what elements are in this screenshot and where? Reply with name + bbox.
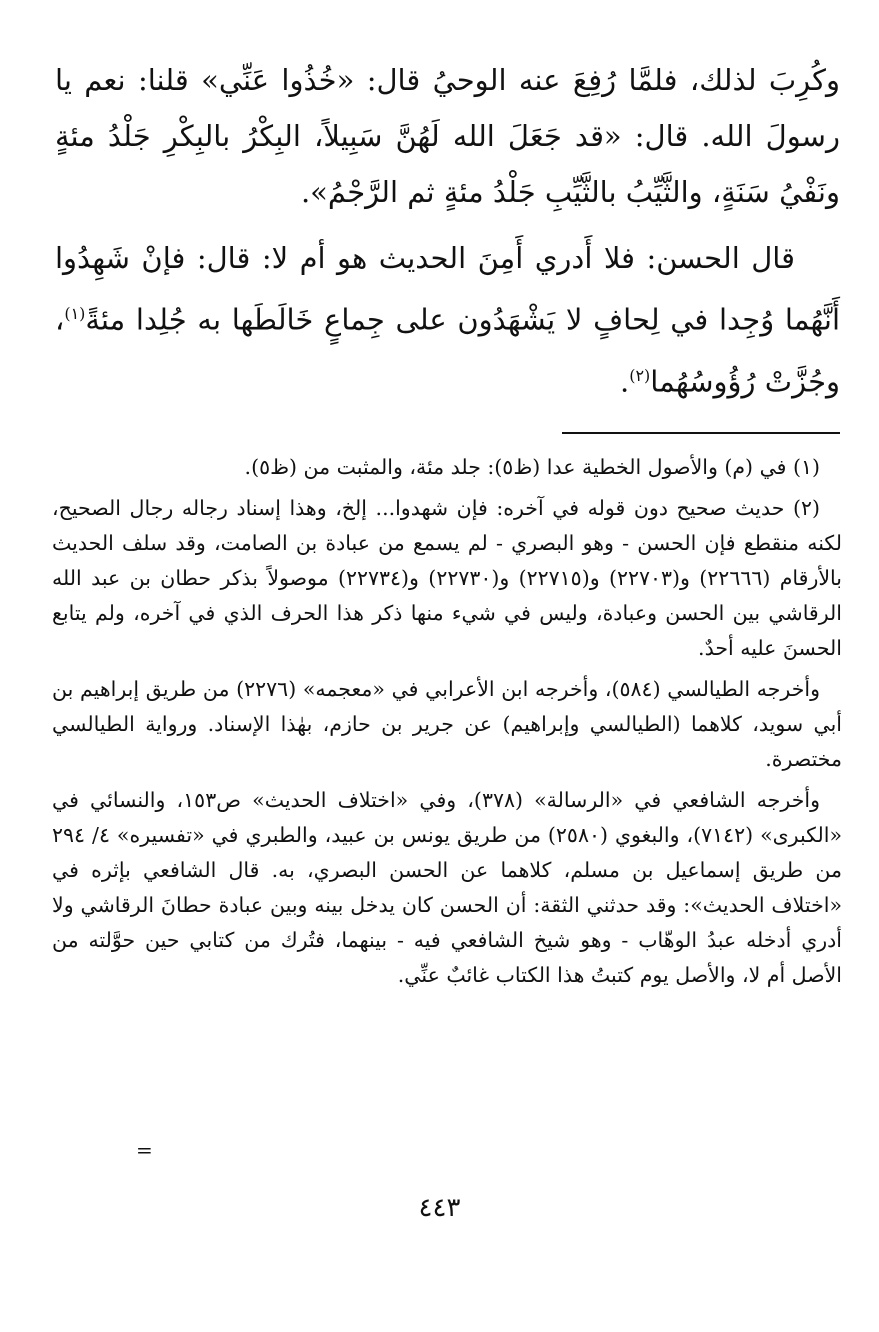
footnote-divider <box>562 432 840 434</box>
continuation-mark: = <box>136 1138 153 1162</box>
page-number: ٤٤٣ <box>418 1193 461 1223</box>
footnote-ref-2: (٢) <box>629 365 651 385</box>
main-paragraph-2 <box>55 230 840 409</box>
main-paragraph-2-mid: ، وجُزَّتْ رُؤُوسُهُما <box>55 302 840 399</box>
footnote-1: (١) في (م) والأصول الخطية عدا (ظ٥): جلد مئة، والمثبت من (ظ٥). <box>244 455 820 479</box>
footnote-4: وأخرجه الشافعي في «الرسالة» (٣٧٨)، وفي «اختلاف الحديث» ص١٥٣، والنسائي في «الكبرى» (٧١٤٢)، والبغوي (٢٥٨٠) من طريق يونس بن عبيد، والطبري في «تفسيره» ٤/ ٢٩٤ من طريق إسماعيل بن مسلم، كلاهما عن الحسن البصري، به. قال الشافعي بإثره في «اختلاف الحديث»: وقد حدثني الثقة: أن الحسن كان يدخل بينه وبين عبادة حطانَ الرقاشي ولا أدري أدخله عبدُ الوهّاب - وهو شيخ الشافعي فيه - بينهما، فتُرك من كتابي حين حوَّلته من الأصل أم لا، والأصل يوم كتبتُ هذا الكتاب غائبٌ عنِّي. <box>52 788 842 987</box>
main-paragraph-2-end: . <box>620 364 630 399</box>
main-text <box>55 52 840 409</box>
footnote-2: (٢) حديث صحيح دون قوله في آخره: فإن شهدوا... إلخ، وهذا إسناد رجاله رجال الصحيح، لكنه منقطع فإن الحسن - وهو البصري - لم يسمع من عبادة بن الصامت، وقد سلف الحديث بالأرقام (٢٢٦٦٦) و(٢٢٧٠٣) و(٢٢٧١٥) و(٢٢٧٣٠) و(٢٢٧٣٤) موصولاً بذكر حطان بن عبد الله الرقاشي بين الحسن وعبادة، وليس في شيء منها ذكر هذا الحرف الذي في آخره، ولم يتابع الحسنَ عليه أحدٌ. <box>52 496 843 660</box>
main-paragraph-2-text: قال الحسن: فلا أَدري أَمِنَ الحديث هو أم لا: قال: فإنْ شَهِدُوا أَنَّهُما وُجِدا في لِحافٍ لا يَشْهَدُون على جِماعٍ خَالَطَها به جُلِدا مئةً <box>55 241 840 337</box>
main-paragraph-1: وكُرِبَ لذلك، فلمَّا رُفِعَ عنه الوحيُ قال: «خُذُوا عَنِّي» قلنا: نعم يا رسولَ الله. قال: «قد جَعَلَ الله لَهُنَّ سَبِيلاً، البِكْرُ بالبِكْرِ جَلْدُ مئةٍ ونَفْيُ سَنَةٍ، والثَّيِّبُ بالثَّيِّبِ جَلْدُ مئةٍ ثم الرَّجْمُ». <box>55 63 840 209</box>
footnotes <box>52 450 842 999</box>
footnote-ref-1: (١) <box>64 304 86 323</box>
footnote-3: وأخرجه الطيالسي (٥٨٤)، وأخرجه ابن الأعرابي في «معجمه» (٢٢٧٦) من طريق إبراهيم بن أبي سويد، كلاهما (الطيالسي وإبراهيم) عن جرير بن حازم، بهٰذا الإسناد. ورواية الطيالسي مختصرة. <box>52 677 842 771</box>
